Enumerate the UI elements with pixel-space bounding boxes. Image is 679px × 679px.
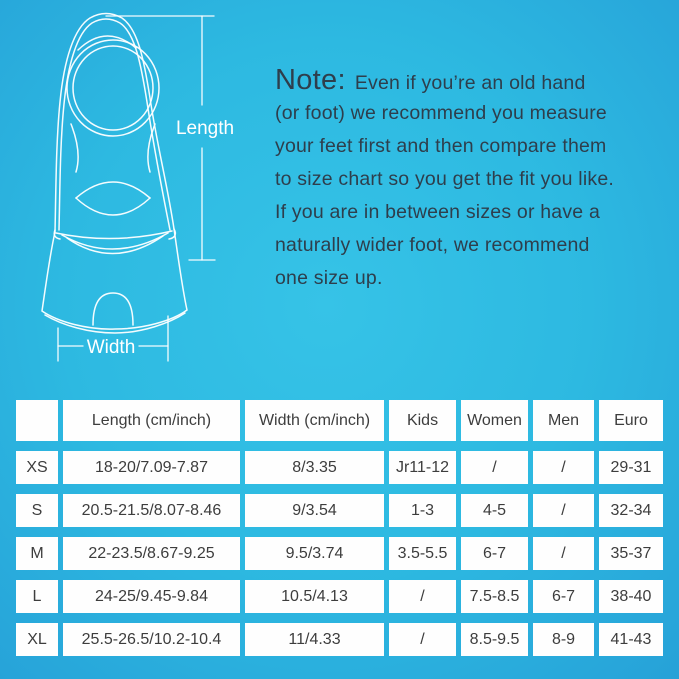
pocket-top-arc: [76, 182, 150, 198]
table-cell: 9/3.54: [245, 494, 384, 527]
row-label: L: [16, 580, 58, 613]
table-cell: /: [533, 451, 594, 484]
table-cell: 11/4.33: [245, 623, 384, 656]
foot-opening-inner: [73, 46, 153, 130]
fin-diagram: [22, 2, 242, 374]
table-cell: 9.5/3.74: [245, 537, 384, 570]
table-cell: 29-31: [599, 451, 663, 484]
size-table: [16, 400, 663, 656]
table-cell: 4-5: [461, 494, 528, 527]
note-line: naturally wider foot, we recommend: [275, 234, 590, 256]
table-cell: 22-23.5/8.67-9.25: [63, 537, 240, 570]
table-cell: 6-7: [461, 537, 528, 570]
table-cell: /: [461, 451, 528, 484]
table-cell: 1-3: [389, 494, 456, 527]
note-line: your feet first and then compare them: [275, 135, 607, 157]
table-header-euro: Euro: [599, 400, 663, 441]
note-label: Note:: [275, 64, 346, 96]
table-cell: 35-37: [599, 537, 663, 570]
row-label: S: [16, 494, 58, 527]
note-line: (or foot) we recommend you measure: [275, 102, 607, 124]
table-cell: 32-34: [599, 494, 663, 527]
table-header-men: Men: [533, 400, 594, 441]
table-header-empty: [16, 400, 58, 441]
table-cell: /: [389, 580, 456, 613]
pocket-bottom-arc: [76, 198, 150, 215]
note-line: If you are in between sizes or have a: [275, 201, 600, 223]
heel-arch: [93, 293, 133, 325]
table-cell: /: [533, 537, 594, 570]
table-cell: /: [533, 494, 594, 527]
fin-outline: [42, 14, 187, 330]
table-cell: 18-20/7.09-7.87: [63, 451, 240, 484]
note-line: one size up.: [275, 267, 383, 289]
table-header-width: Width (cm/inch): [245, 400, 384, 441]
table-cell: Jr11-12: [389, 451, 456, 484]
row-label: XL: [16, 623, 58, 656]
table-cell: 25.5-26.5/10.2-10.4: [63, 623, 240, 656]
note-block: [275, 64, 614, 295]
table-header-women: Women: [461, 400, 528, 441]
note-line: to size chart so you get the fit you like.: [275, 168, 614, 190]
table-cell: 7.5-8.5: [461, 580, 528, 613]
fin-pinch-left: [71, 124, 78, 172]
table-header-kids: Kids: [389, 400, 456, 441]
table-cell: 10.5/4.13: [245, 580, 384, 613]
table-cell: 8-9: [533, 623, 594, 656]
row-label: M: [16, 537, 58, 570]
table-cell: 8/3.35: [245, 451, 384, 484]
row-label: XS: [16, 451, 58, 484]
table-header-length: Length (cm/inch): [63, 400, 240, 441]
width-label: Width: [86, 337, 136, 358]
table-cell: 38-40: [599, 580, 663, 613]
length-label: Length: [175, 118, 235, 139]
table-cell: 20.5-21.5/8.07-8.46: [63, 494, 240, 527]
table-cell: 8.5-9.5: [461, 623, 528, 656]
table-cell: 41-43: [599, 623, 663, 656]
fin-bottom-edge: [45, 313, 185, 333]
table-cell: /: [389, 623, 456, 656]
note-line: [275, 64, 614, 97]
strap-top: [56, 231, 172, 239]
table-cell: 6-7: [533, 580, 594, 613]
table-cell: 3.5-5.5: [389, 537, 456, 570]
table-cell: 24-25/9.45-9.84: [63, 580, 240, 613]
note-text: Even if you’re an old hand: [354, 72, 586, 94]
